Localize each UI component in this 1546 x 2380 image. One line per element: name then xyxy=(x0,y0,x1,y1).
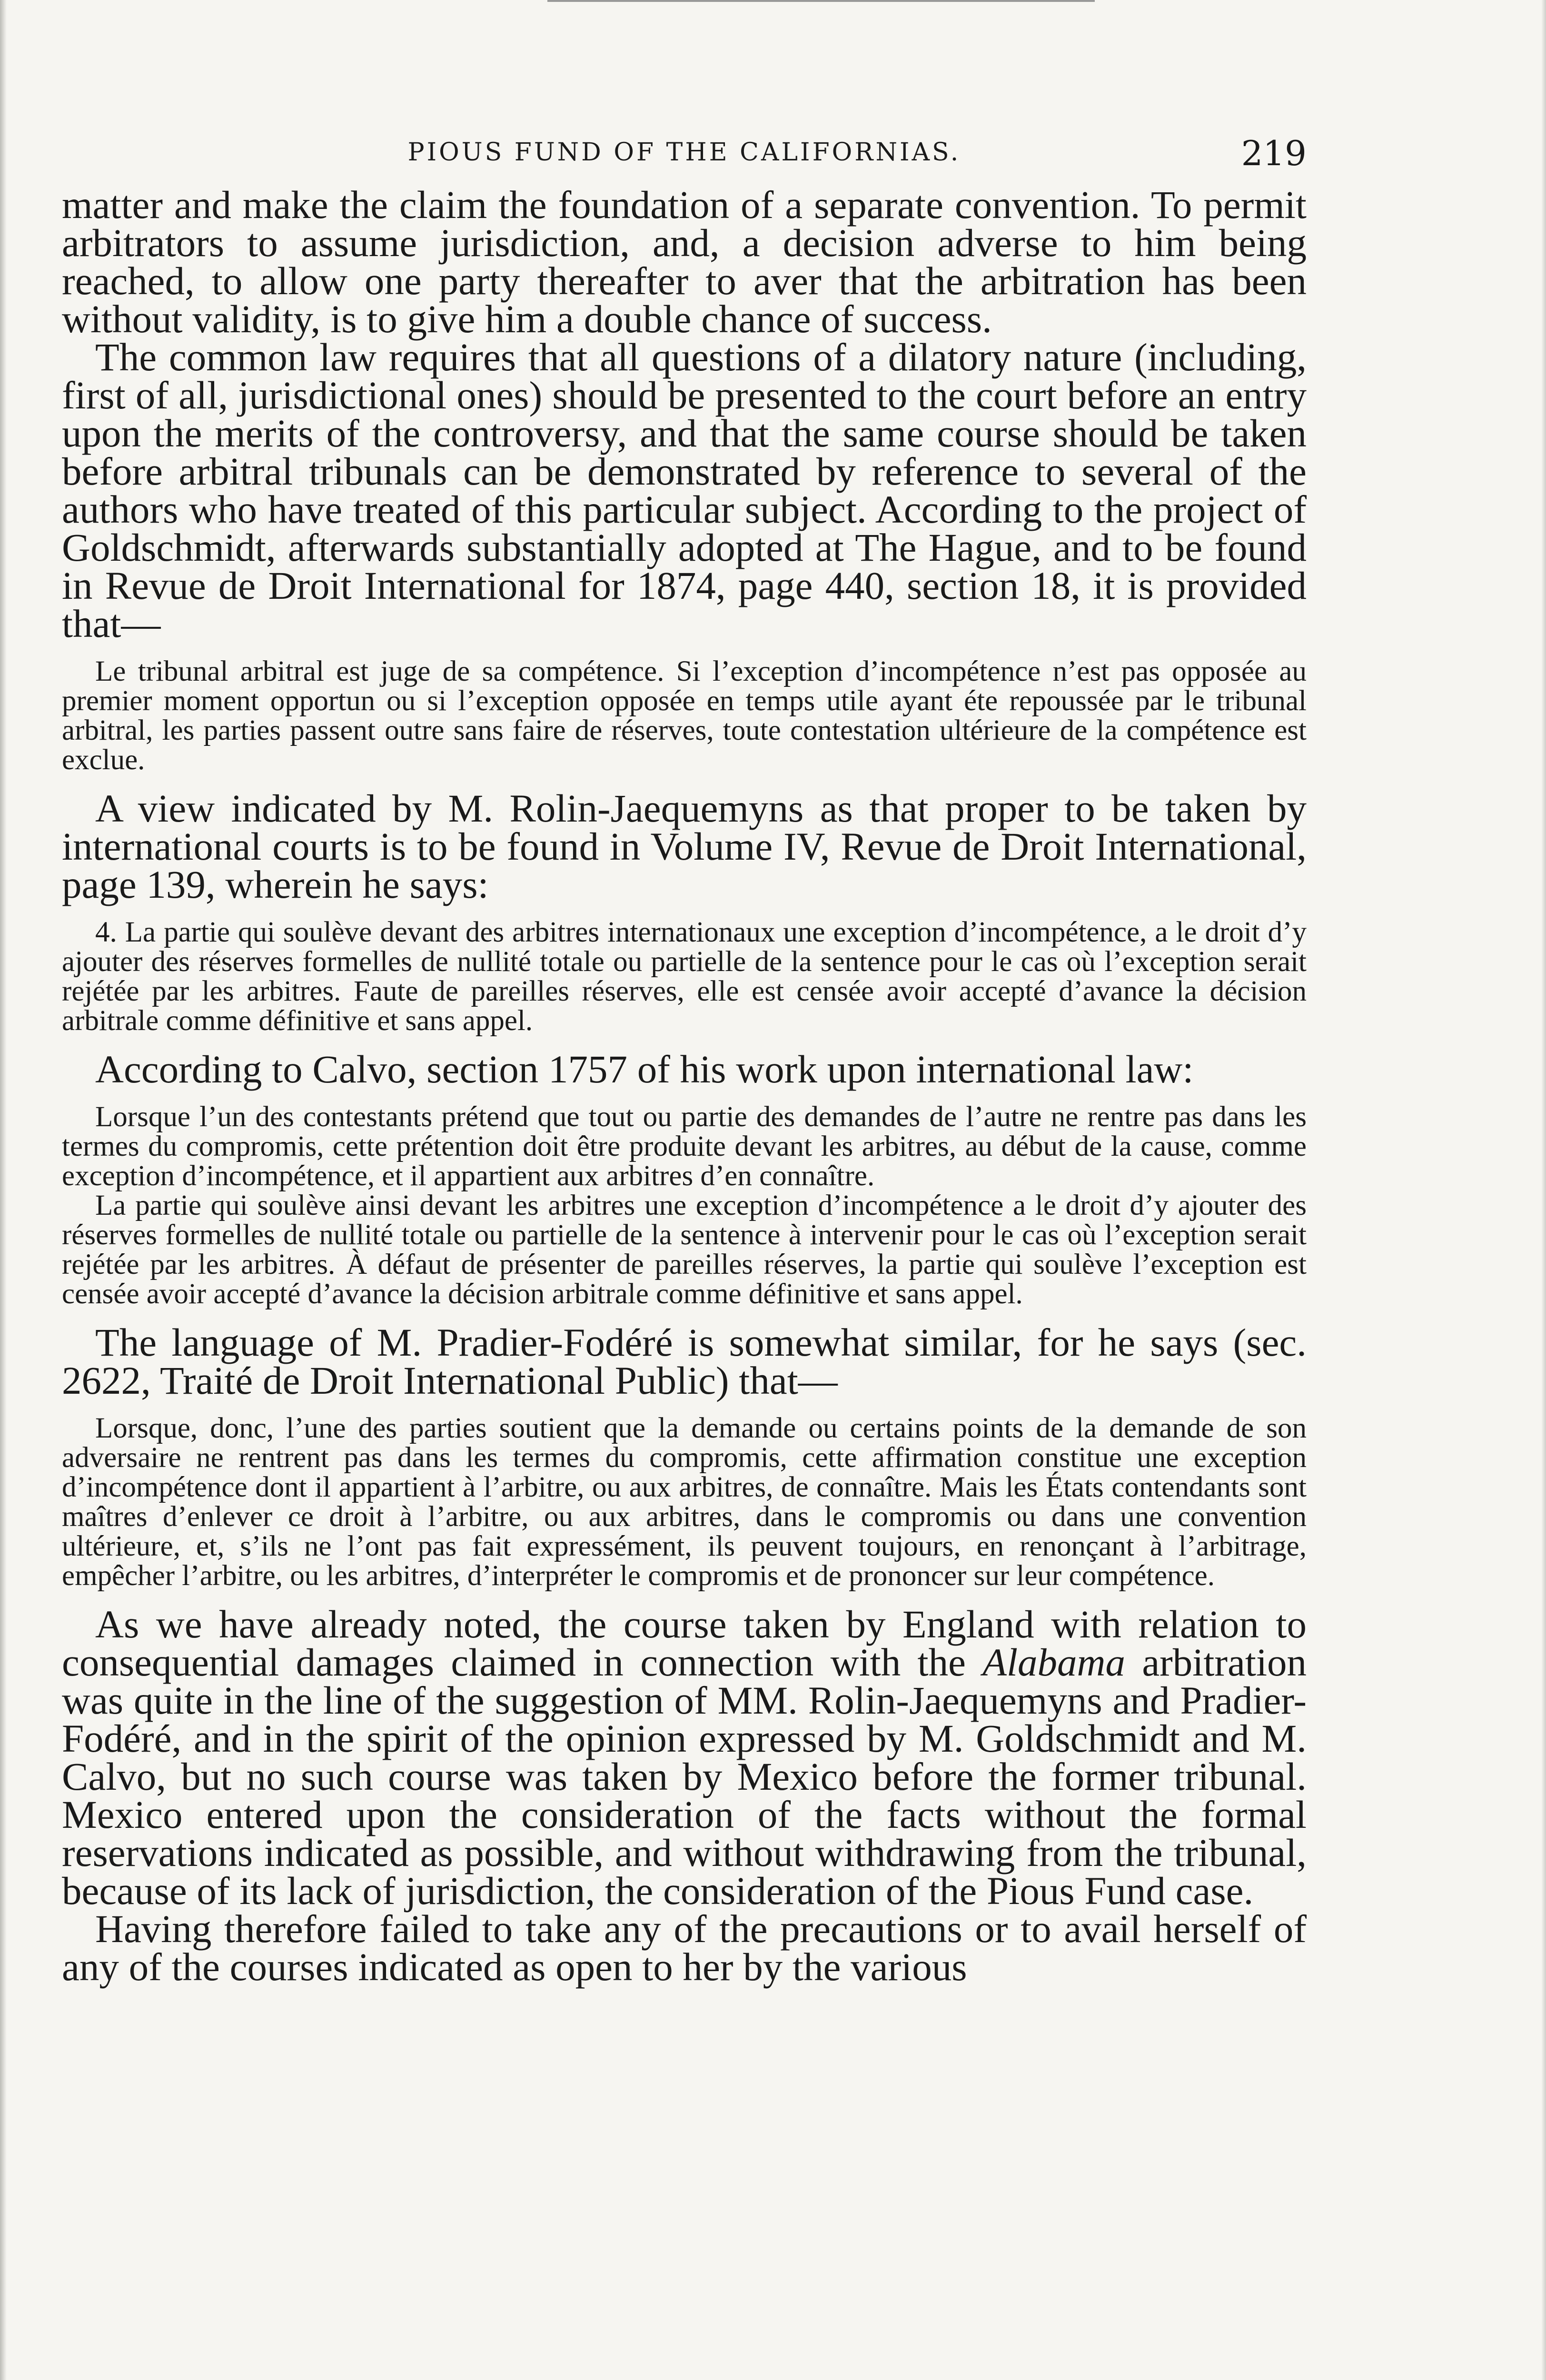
running-head xyxy=(62,133,1307,186)
paragraph-common-law: The common law requires that all questions of a dilatory nature (including, first of all, jurisdictional ones) should be presented to the court before an entry upon the merits of the controversy, and that the same course should be taken before arbitral tribunals can be demonstrated by reference to several of the authors who have treated of this particular subject. According to the project of Goldschmidt, afterwards substantially adopted at The Hague, and to be found in Revue de Droit International for 1874, page 440, section 18, it is provided that— xyxy=(62,335,1307,645)
page-number: 219 xyxy=(1241,133,1307,173)
paragraph-rolin-jaequemyns: A view indicated by M. Rolin-Jaequemyns as that proper to be taken by international courts is to be found in Volume IV, Revue de Droit International, page 139, wherein he says: xyxy=(62,786,1307,906)
running-head-title: PIOUS FUND OF THE CALIFORNIAS. xyxy=(407,138,961,167)
paragraph-alabama xyxy=(62,1602,1307,1913)
paragraph-conclusion: Having therefore failed to take any of the precautions or to avail herself of any of the courses indicated as open to her by the various xyxy=(62,1907,1307,1989)
quote-goldschmidt: Le tribunal arbitral est juge de sa compétence. Si l’exception d’incompétence n’est pas opposée au premier moment opportun ou si l’exception opposée en temps utile ayant éte repoussée par le tribunal arbitral, les parties passent outre sans faire de réserves, toute contestation ultérieure de la compétence est exclue. xyxy=(62,655,1307,776)
quote-rolin-jaequemyns: 4. La partie qui soulève devant des arbitres internationaux une exception d’incompétence, a le droit d’y ajouter des réserves formelles de nullité totale ou partielle de la sentence pour le cas où l’exception serait rejétée par les arbitres. Faute de pareilles réserves, elle est censée avoir accepté d’avance la décision arbitrale comme définitive et sans appel. xyxy=(62,916,1307,1037)
book-page xyxy=(62,133,1307,1989)
quote-calvo-part-1: Lorsque l’un des contestants prétend que tout ou partie des demandes de l’autre ne rentre pas dans les termes du compromis, cette prétention doit être produite devant les arbitres, au début de la cause, comme exception d’incompétence, et il appartient aux arbitres d’en connaître. xyxy=(62,1101,1307,1192)
paragraph-alabama-text-2: arbitration was quite in the line of the suggestion of MM. Rolin-Jaequemyns and Pradier-Fodéré, and in the spirit of the opinion expressed by M. Goldschmidt and M. Calvo, but no such course was taken by Mexico before the former tribunal. Mexico entered upon the consideration of the facts without the formal reservations indicated as possible, and without withdrawing from the tribunal, because of its lack of jurisdiction, the consideration of the Pious Fund case. xyxy=(62,1640,1307,1913)
paragraph-alabama-text-1: As we have already noted, the course taken by England with relation to consequential damages claimed in connection with the xyxy=(62,1602,1307,1684)
quote-calvo-part-2: La partie qui soulève ainsi devant les arbitres une exception d’incompétence a le droit d’y ajouter des réserves formelles de nullité totale ou partielle de la sentence à intervenir pour le cas où l’exception serait rejétée par les arbitres. À défaut de présenter de pareilles réserves, la partie qui soulève l’exception est censée avoir accepté d’avance la décision arbitrale comme définitive et sans appel. xyxy=(62,1190,1307,1310)
quote-pradier-fodere: Lorsque, donc, l’une des parties soutient que la demande ou certains points de la demande de son adversaire ne rentrent pas dans les termes du compromis, cette affirmation constitue une exception d’incompétence dont il appartient à l’arbitre, ou aux arbitres, de connaître. Mais les États contendants sont maîtres d’enlever ce droit à l’arbitre, ou aux arbitres, dans le compromis ou dans une convention ultérieure, et, s’ils ne l’ont pas fait expressément, ils peuvent toujours, en renonçant à l’arbitrage, empêcher l’arbitre, ou les arbitres, d’interpréter le compromis et de prononcer sur leur compétence. xyxy=(62,1412,1307,1592)
alabama-italic: Alabama xyxy=(982,1640,1125,1684)
page-edge-shadow-left xyxy=(0,0,7,2380)
paragraph-pradier-fodere: The language of M. Pradier-Fodéré is somewhat similar, for he says (sec. 2622, Traité de Droit International Public) that— xyxy=(62,1320,1307,1402)
top-rule xyxy=(547,0,1095,2)
paragraph-continuation: matter and make the claim the foundation of a separate convention. To permit arbitrators to assume jurisdiction, and, a decision adverse to him being reached, to allow one party thereafter to aver that the arbitration has been without validity, is to give him a double chance of success. xyxy=(62,183,1307,341)
paragraph-calvo: According to Calvo, section 1757 of his work upon international law: xyxy=(95,1047,1194,1091)
page-edge-shadow-right xyxy=(1541,0,1546,2380)
